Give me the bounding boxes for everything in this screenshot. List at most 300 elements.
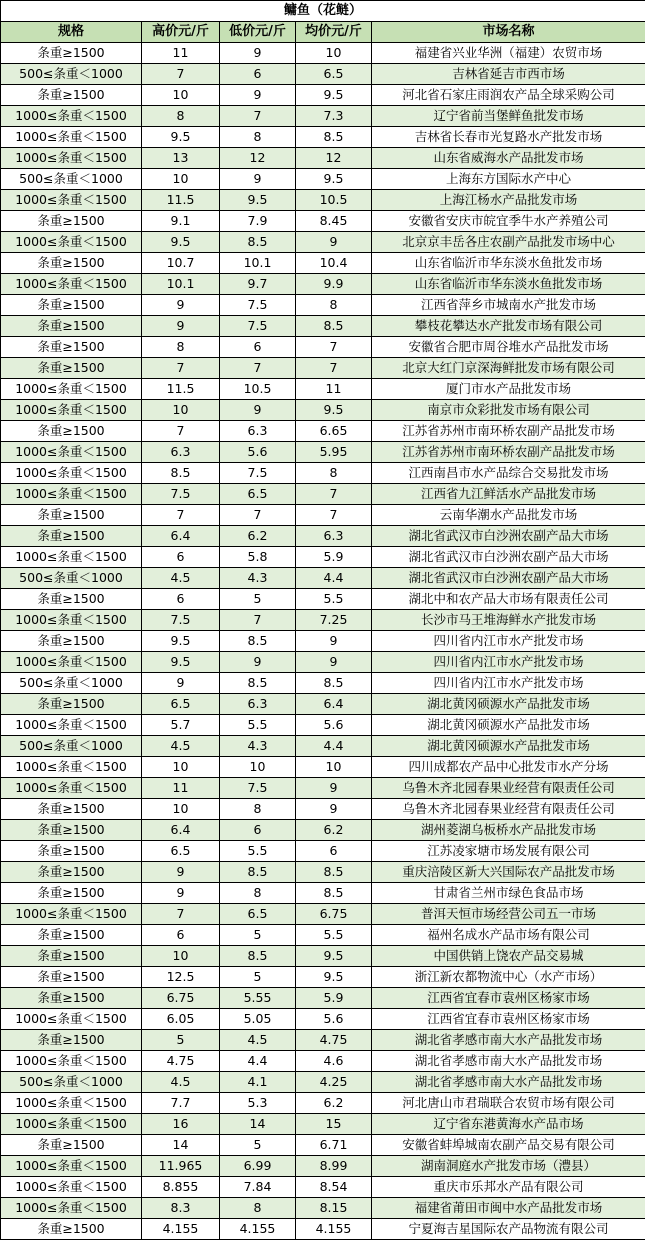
cell-spec: 1000≤条重＜1500: [1, 547, 142, 568]
cell-low-price: 6.5: [220, 904, 296, 925]
cell-avg-price: 10: [296, 757, 372, 778]
header-low-price: 低价元/斤: [220, 22, 296, 43]
cell-market-name: 福建省兴业华洲（福建）农贸市场: [372, 43, 645, 64]
cell-low-price: 7: [220, 505, 296, 526]
cell-high-price: 6.75: [142, 988, 220, 1009]
table-title: 鳙鱼（花鲢）: [1, 1, 645, 22]
cell-avg-price: 9: [296, 631, 372, 652]
cell-avg-price: 6.65: [296, 421, 372, 442]
cell-spec: 条重≥1500: [1, 967, 142, 988]
cell-avg-price: 8.5: [296, 673, 372, 694]
cell-avg-price: 6.4: [296, 694, 372, 715]
cell-market-name: 中国供销上饶农产品交易城: [372, 946, 645, 967]
cell-high-price: 9.1: [142, 211, 220, 232]
cell-avg-price: 5.9: [296, 988, 372, 1009]
cell-high-price: 10.7: [142, 253, 220, 274]
cell-market-name: 江西省萍乡市城南水产批发市场: [372, 295, 645, 316]
table-row: [1, 736, 645, 757]
cell-high-price: 6.5: [142, 841, 220, 862]
cell-high-price: 13: [142, 148, 220, 169]
cell-avg-price: 4.155: [296, 1219, 372, 1240]
cell-high-price: 5: [142, 1030, 220, 1051]
cell-avg-price: 7.25: [296, 610, 372, 631]
cell-low-price: 4.5: [220, 1030, 296, 1051]
cell-spec: 1000≤条重＜1500: [1, 757, 142, 778]
table-row: [1, 1198, 645, 1219]
cell-market-name: 湖北省孝感市南大水产品批发市场: [372, 1030, 645, 1051]
cell-avg-price: 4.6: [296, 1051, 372, 1072]
cell-spec: 1000≤条重＜1500: [1, 1009, 142, 1030]
cell-low-price: 6.5: [220, 484, 296, 505]
cell-high-price: 7: [142, 904, 220, 925]
table-row: [1, 127, 645, 148]
cell-market-name: 攀枝花攀达水产批发市场有限公司: [372, 316, 645, 337]
cell-low-price: 7: [220, 358, 296, 379]
cell-market-name: 乌鲁木齐北园春果业经营有限责任公司: [372, 799, 645, 820]
cell-high-price: 9.5: [142, 652, 220, 673]
cell-avg-price: 6.5: [296, 64, 372, 85]
table-row: [1, 43, 645, 64]
table-row: [1, 526, 645, 547]
cell-market-name: 甘肃省兰州市绿色食品市场: [372, 883, 645, 904]
cell-spec: 条重≥1500: [1, 883, 142, 904]
cell-high-price: 6.3: [142, 442, 220, 463]
cell-high-price: 6.4: [142, 820, 220, 841]
cell-market-name: 湖北省孝感市南大水产品批发市场: [372, 1072, 645, 1093]
table-row: [1, 1030, 645, 1051]
cell-spec: 1000≤条重＜1500: [1, 1177, 142, 1198]
cell-avg-price: 6.71: [296, 1135, 372, 1156]
cell-avg-price: 8.5: [296, 316, 372, 337]
table-row: [1, 883, 645, 904]
cell-spec: 条重≥1500: [1, 1030, 142, 1051]
cell-market-name: 山东省临沂市华东淡水鱼批发市场: [372, 253, 645, 274]
cell-market-name: 江苏凌家塘市场发展有限公司: [372, 841, 645, 862]
cell-high-price: 11.5: [142, 379, 220, 400]
cell-high-price: 10: [142, 799, 220, 820]
table-row: [1, 799, 645, 820]
table-row: [1, 400, 645, 421]
cell-spec: 条重≥1500: [1, 946, 142, 967]
table-row: [1, 484, 645, 505]
cell-low-price: 7: [220, 106, 296, 127]
cell-market-name: 吉林省长春市光复路水产批发市场: [372, 127, 645, 148]
table-row: [1, 715, 645, 736]
cell-high-price: 16: [142, 1114, 220, 1135]
price-table-body: [1, 1, 645, 1240]
cell-market-name: 四川省内江市水产批发市场: [372, 631, 645, 652]
table-row: [1, 505, 645, 526]
cell-spec: 条重≥1500: [1, 421, 142, 442]
cell-market-name: 辽宁省前当堡鲜鱼批发市场: [372, 106, 645, 127]
cell-market-name: 上海东方国际水产中心: [372, 169, 645, 190]
cell-avg-price: 9.5: [296, 967, 372, 988]
cell-spec: 1000≤条重＜1500: [1, 778, 142, 799]
cell-market-name: 江西南昌市水产品综合交易批发市场: [372, 463, 645, 484]
cell-market-name: 湖北省武汉市白沙洲农副产品大市场: [372, 568, 645, 589]
cell-avg-price: 7: [296, 358, 372, 379]
cell-market-name: 宁夏海吉星国际农产品物流有限公司: [372, 1219, 645, 1240]
cell-spec: 1000≤条重＜1500: [1, 1114, 142, 1135]
cell-low-price: 10: [220, 757, 296, 778]
cell-avg-price: 6.2: [296, 820, 372, 841]
cell-market-name: 上海江杨水产品批发市场: [372, 190, 645, 211]
cell-market-name: 云南华潮水产品批发市场: [372, 505, 645, 526]
cell-high-price: 8: [142, 337, 220, 358]
cell-avg-price: 9: [296, 652, 372, 673]
cell-low-price: 7.84: [220, 1177, 296, 1198]
cell-low-price: 5.5: [220, 715, 296, 736]
cell-low-price: 7.5: [220, 316, 296, 337]
cell-low-price: 8: [220, 127, 296, 148]
cell-low-price: 10.1: [220, 253, 296, 274]
cell-high-price: 14: [142, 1135, 220, 1156]
cell-high-price: 4.75: [142, 1051, 220, 1072]
cell-high-price: 7: [142, 421, 220, 442]
cell-spec: 条重≥1500: [1, 316, 142, 337]
cell-avg-price: 6.75: [296, 904, 372, 925]
cell-spec: 500≤条重＜1000: [1, 673, 142, 694]
cell-high-price: 7: [142, 358, 220, 379]
cell-spec: 1000≤条重＜1500: [1, 484, 142, 505]
cell-market-name: 浙江新农都物流中心（水产市场）: [372, 967, 645, 988]
cell-market-name: 山东省威海水产品批发市场: [372, 148, 645, 169]
cell-low-price: 8.5: [220, 946, 296, 967]
table-row: [1, 64, 645, 85]
table-row: [1, 694, 645, 715]
cell-low-price: 6.2: [220, 526, 296, 547]
cell-spec: 1000≤条重＜1500: [1, 904, 142, 925]
cell-high-price: 10: [142, 757, 220, 778]
cell-high-price: 7: [142, 505, 220, 526]
cell-market-name: 福建省莆田市闽中水产品批发市场: [372, 1198, 645, 1219]
cell-avg-price: 11: [296, 379, 372, 400]
cell-spec: 条重≥1500: [1, 1135, 142, 1156]
cell-market-name: 山东省临沂市华东淡水鱼批发市场: [372, 274, 645, 295]
cell-market-name: 安徽省合肥市周谷堆水产品批发市场: [372, 337, 645, 358]
cell-high-price: 5.7: [142, 715, 220, 736]
cell-avg-price: 8.99: [296, 1156, 372, 1177]
table-row: [1, 421, 645, 442]
cell-market-name: 北京大红门京深海鲜批发市场有限公司: [372, 358, 645, 379]
cell-market-name: 四川省内江市水产批发市场: [372, 673, 645, 694]
cell-high-price: 10.1: [142, 274, 220, 295]
table-row: [1, 106, 645, 127]
cell-high-price: 10: [142, 946, 220, 967]
cell-low-price: 5.8: [220, 547, 296, 568]
table-row: [1, 211, 645, 232]
cell-high-price: 8.3: [142, 1198, 220, 1219]
cell-spec: 条重≥1500: [1, 631, 142, 652]
cell-low-price: 7.5: [220, 778, 296, 799]
cell-avg-price: 9.5: [296, 169, 372, 190]
cell-avg-price: 15: [296, 1114, 372, 1135]
cell-avg-price: 5.5: [296, 589, 372, 610]
cell-avg-price: 8: [296, 463, 372, 484]
cell-market-name: 江苏省苏州市南环桥农副产品批发市场: [372, 421, 645, 442]
cell-avg-price: 5.9: [296, 547, 372, 568]
table-row: [1, 463, 645, 484]
cell-high-price: 8: [142, 106, 220, 127]
cell-low-price: 6.3: [220, 694, 296, 715]
table-row: [1, 1072, 645, 1093]
cell-low-price: 8: [220, 799, 296, 820]
cell-low-price: 8.5: [220, 631, 296, 652]
cell-avg-price: 6.2: [296, 1093, 372, 1114]
cell-low-price: 5.55: [220, 988, 296, 1009]
cell-low-price: 9.5: [220, 190, 296, 211]
cell-spec: 500≤条重＜1000: [1, 568, 142, 589]
cell-low-price: 6: [220, 64, 296, 85]
header-row: [1, 22, 645, 43]
cell-market-name: 南京市众彩批发市场有限公司: [372, 400, 645, 421]
cell-low-price: 8.5: [220, 862, 296, 883]
cell-avg-price: 4.4: [296, 568, 372, 589]
cell-spec: 1000≤条重＜1500: [1, 274, 142, 295]
cell-avg-price: 12: [296, 148, 372, 169]
cell-spec: 1000≤条重＜1500: [1, 190, 142, 211]
cell-spec: 500≤条重＜1000: [1, 1072, 142, 1093]
cell-avg-price: 5.6: [296, 1009, 372, 1030]
cell-market-name: 湖州菱湖乌板桥水产品批发市场: [372, 820, 645, 841]
cell-market-name: 河北唐山市君瑞联合农贸市场有限公司: [372, 1093, 645, 1114]
table-row: [1, 673, 645, 694]
cell-market-name: 厦门市水产品批发市场: [372, 379, 645, 400]
cell-low-price: 6: [220, 337, 296, 358]
cell-avg-price: 8.5: [296, 883, 372, 904]
cell-avg-price: 4.4: [296, 736, 372, 757]
cell-spec: 条重≥1500: [1, 1219, 142, 1240]
table-row: [1, 253, 645, 274]
table-row: [1, 904, 645, 925]
cell-spec: 条重≥1500: [1, 589, 142, 610]
table-row: [1, 148, 645, 169]
cell-high-price: 9: [142, 673, 220, 694]
cell-low-price: 5: [220, 589, 296, 610]
cell-low-price: 5.3: [220, 1093, 296, 1114]
table-row: [1, 946, 645, 967]
table-row: [1, 757, 645, 778]
cell-spec: 1000≤条重＜1500: [1, 1051, 142, 1072]
cell-spec: 条重≥1500: [1, 358, 142, 379]
table-row: [1, 652, 645, 673]
cell-high-price: 9.5: [142, 127, 220, 148]
cell-spec: 1000≤条重＜1500: [1, 652, 142, 673]
cell-high-price: 11.965: [142, 1156, 220, 1177]
cell-spec: 条重≥1500: [1, 799, 142, 820]
cell-market-name: 湖北中和农产品大市场有限责任公司: [372, 589, 645, 610]
cell-high-price: 11: [142, 43, 220, 64]
cell-high-price: 8.855: [142, 1177, 220, 1198]
cell-high-price: 6: [142, 925, 220, 946]
table-row: [1, 841, 645, 862]
table-row: [1, 379, 645, 400]
cell-high-price: 6.05: [142, 1009, 220, 1030]
cell-high-price: 12.5: [142, 967, 220, 988]
cell-high-price: 9: [142, 295, 220, 316]
cell-market-name: 湖北省孝感市南大水产品批发市场: [372, 1051, 645, 1072]
table-row: [1, 169, 645, 190]
table-row: [1, 1009, 645, 1030]
cell-spec: 条重≥1500: [1, 988, 142, 1009]
cell-high-price: 4.5: [142, 736, 220, 757]
table-row: [1, 862, 645, 883]
table-row: [1, 631, 645, 652]
cell-spec: 1000≤条重＜1500: [1, 148, 142, 169]
cell-market-name: 江西省宜春市袁州区杨家市场: [372, 988, 645, 1009]
cell-low-price: 5: [220, 925, 296, 946]
cell-high-price: 7.5: [142, 484, 220, 505]
table-row: [1, 85, 645, 106]
cell-high-price: 10: [142, 169, 220, 190]
cell-market-name: 福州名成水产品市场有限公司: [372, 925, 645, 946]
cell-avg-price: 5.5: [296, 925, 372, 946]
cell-low-price: 8.5: [220, 232, 296, 253]
table-row: [1, 589, 645, 610]
table-row: [1, 568, 645, 589]
cell-high-price: 10: [142, 85, 220, 106]
cell-high-price: 9: [142, 862, 220, 883]
table-row: [1, 1093, 645, 1114]
cell-high-price: 9.5: [142, 631, 220, 652]
table-row: [1, 1135, 645, 1156]
cell-avg-price: 9: [296, 232, 372, 253]
cell-spec: 1000≤条重＜1500: [1, 232, 142, 253]
cell-low-price: 8: [220, 883, 296, 904]
cell-spec: 条重≥1500: [1, 862, 142, 883]
cell-high-price: 10: [142, 400, 220, 421]
cell-market-name: 湖北省武汉市白沙洲农副产品大市场: [372, 547, 645, 568]
cell-market-name: 重庆市乐邦水产品有限公司: [372, 1177, 645, 1198]
cell-low-price: 8.5: [220, 673, 296, 694]
header-high-price: 高价元/斤: [142, 22, 220, 43]
cell-spec: 1000≤条重＜1500: [1, 1156, 142, 1177]
cell-low-price: 7: [220, 610, 296, 631]
cell-avg-price: 10.5: [296, 190, 372, 211]
cell-market-name: 安徽省蚌埠城南农副产品交易有限公司: [372, 1135, 645, 1156]
header-market-name: 市场名称: [372, 22, 645, 43]
cell-low-price: 9: [220, 43, 296, 64]
cell-spec: 1000≤条重＜1500: [1, 1198, 142, 1219]
cell-market-name: 江苏省苏州市南环桥农副产品批发市场: [372, 442, 645, 463]
table-row: [1, 1219, 645, 1240]
cell-high-price: 9: [142, 316, 220, 337]
cell-market-name: 安徽省安庆市皖宜季牛水产养殖公司: [372, 211, 645, 232]
cell-spec: 1000≤条重＜1500: [1, 106, 142, 127]
cell-spec: 500≤条重＜1000: [1, 736, 142, 757]
table-row: [1, 1051, 645, 1072]
table-row: [1, 925, 645, 946]
cell-high-price: 4.5: [142, 568, 220, 589]
cell-spec: 500≤条重＜1000: [1, 169, 142, 190]
cell-low-price: 4.3: [220, 568, 296, 589]
table-row: [1, 232, 645, 253]
cell-avg-price: 9: [296, 799, 372, 820]
cell-market-name: 长沙市马王堆海鲜水产批发市场: [372, 610, 645, 631]
cell-low-price: 5.5: [220, 841, 296, 862]
cell-low-price: 4.4: [220, 1051, 296, 1072]
cell-spec: 条重≥1500: [1, 694, 142, 715]
cell-high-price: 6.5: [142, 694, 220, 715]
cell-avg-price: 10.4: [296, 253, 372, 274]
table-row: [1, 778, 645, 799]
cell-high-price: 6: [142, 547, 220, 568]
cell-low-price: 5: [220, 1135, 296, 1156]
cell-low-price: 5.6: [220, 442, 296, 463]
table-row: [1, 358, 645, 379]
cell-high-price: 7.7: [142, 1093, 220, 1114]
title-row: [1, 1, 645, 22]
cell-low-price: 12: [220, 148, 296, 169]
cell-spec: 条重≥1500: [1, 211, 142, 232]
cell-avg-price: 8.5: [296, 862, 372, 883]
cell-market-name: 湖北黄冈硕源水产品批发市场: [372, 694, 645, 715]
cell-spec: 条重≥1500: [1, 925, 142, 946]
cell-market-name: 吉林省延吉市西市场: [372, 64, 645, 85]
table-row: [1, 967, 645, 988]
cell-avg-price: 5.95: [296, 442, 372, 463]
cell-high-price: 4.155: [142, 1219, 220, 1240]
table-row: [1, 820, 645, 841]
cell-low-price: 6: [220, 820, 296, 841]
cell-spec: 条重≥1500: [1, 505, 142, 526]
table-row: [1, 442, 645, 463]
cell-low-price: 8: [220, 1198, 296, 1219]
cell-high-price: 4.5: [142, 1072, 220, 1093]
cell-low-price: 6.3: [220, 421, 296, 442]
cell-low-price: 9.7: [220, 274, 296, 295]
cell-spec: 1000≤条重＜1500: [1, 463, 142, 484]
table-row: [1, 190, 645, 211]
cell-high-price: 11: [142, 778, 220, 799]
cell-avg-price: 8: [296, 295, 372, 316]
cell-avg-price: 9.5: [296, 946, 372, 967]
cell-avg-price: 8.45: [296, 211, 372, 232]
cell-avg-price: 7: [296, 505, 372, 526]
cell-avg-price: 4.25: [296, 1072, 372, 1093]
cell-market-name: 湖南洞庭水产批发市场（澧县）: [372, 1156, 645, 1177]
cell-avg-price: 7.3: [296, 106, 372, 127]
table-row: [1, 988, 645, 1009]
table-row: [1, 610, 645, 631]
cell-avg-price: 10: [296, 43, 372, 64]
cell-spec: 1000≤条重＜1500: [1, 715, 142, 736]
cell-low-price: 9: [220, 400, 296, 421]
table-row: [1, 547, 645, 568]
cell-market-name: 湖北省武汉市白沙洲农副产品大市场: [372, 526, 645, 547]
cell-avg-price: 8.5: [296, 127, 372, 148]
cell-high-price: 6.4: [142, 526, 220, 547]
cell-avg-price: 8.15: [296, 1198, 372, 1219]
cell-spec: 1000≤条重＜1500: [1, 127, 142, 148]
table-row: [1, 337, 645, 358]
cell-low-price: 7.5: [220, 295, 296, 316]
table-row: [1, 1177, 645, 1198]
cell-avg-price: 9.9: [296, 274, 372, 295]
table-row: [1, 316, 645, 337]
cell-high-price: 7.5: [142, 610, 220, 631]
cell-avg-price: 4.75: [296, 1030, 372, 1051]
cell-market-name: 四川省内江市水产批发市场: [372, 652, 645, 673]
header-spec: 规格: [1, 22, 142, 43]
cell-spec: 1000≤条重＜1500: [1, 442, 142, 463]
cell-market-name: 江西省九江鲜活水产品批发市场: [372, 484, 645, 505]
cell-low-price: 9: [220, 85, 296, 106]
cell-low-price: 9: [220, 169, 296, 190]
cell-high-price: 9: [142, 883, 220, 904]
cell-low-price: 14: [220, 1114, 296, 1135]
cell-high-price: 8.5: [142, 463, 220, 484]
